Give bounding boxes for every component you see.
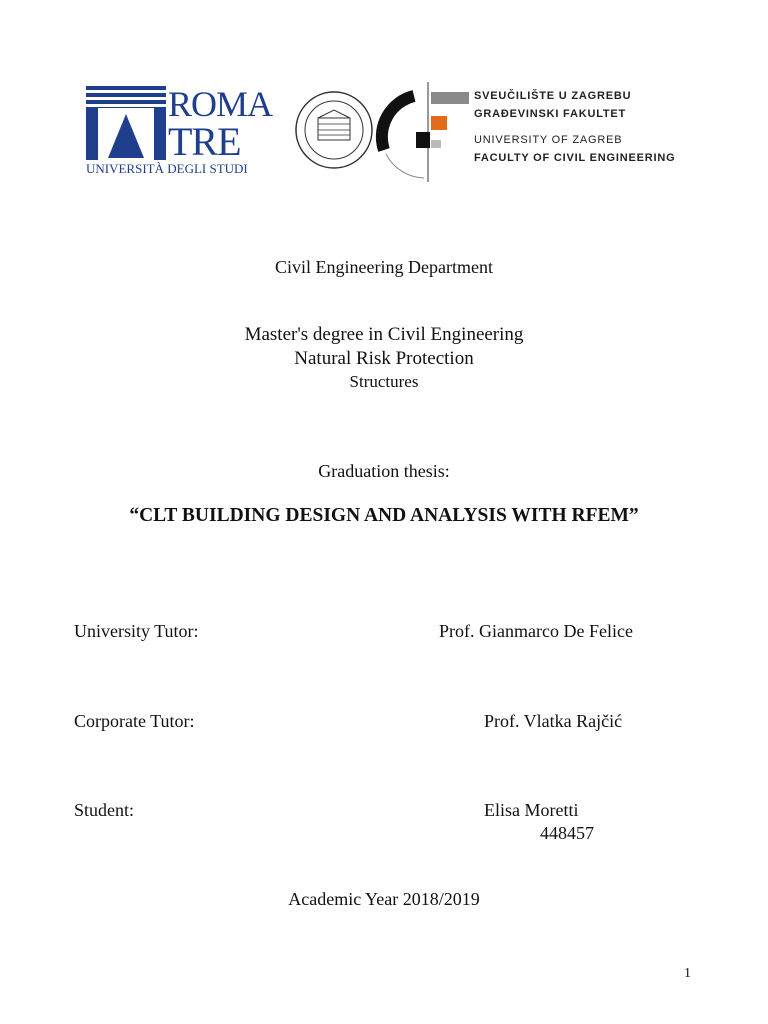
degree-line1: Master's degree in Civil Engineering [244,324,524,345]
student-label: Student: [74,800,135,820]
university-tutor-name: Prof. Gianmarco De Felice [439,621,633,641]
roma-tre-emblem-icon [86,86,166,160]
tre-word: TRE [168,119,241,164]
roma-word: ROMA [168,84,273,124]
roma-tre-logo [86,86,276,178]
corporate-tutor-label: Corporate Tutor: [74,711,195,731]
zagreb-line4: FACULTY OF CIVIL ENGINEERING [474,152,676,164]
student-name: Elisa Moretti [484,800,579,820]
thesis-title: “CLT BUILDING DESIGN AND ANALYSIS WITH RFEM” [129,505,639,526]
page-number: 1 [684,966,691,981]
zagreb-line3: UNIVERSITY OF ZAGREB [474,134,623,146]
student-id: 448457 [540,823,594,843]
degree-line2: Natural Risk Protection [294,348,474,369]
thesis-label: Graduation thesis: [318,461,450,481]
zagreb-line1: SVEUČILIŠTE U ZAGREBU [474,90,632,102]
roma-tre-subtitle: UNIVERSITÀ DEGLI STUDI [86,161,248,176]
degree-line3: Structures [349,372,419,391]
zagreb-seal-and-emblem-icon [294,82,474,182]
department: Civil Engineering Department [275,257,493,277]
zagreb-faculty-logo [294,76,694,182]
academic-year: Academic Year 2018/2019 [288,889,480,909]
university-tutor-label: University Tutor: [74,621,199,641]
zagreb-line2: GRAĐEVINSKI FAKULTET [474,108,627,120]
corporate-tutor-name: Prof. Vlatka Rajčić [484,711,623,731]
